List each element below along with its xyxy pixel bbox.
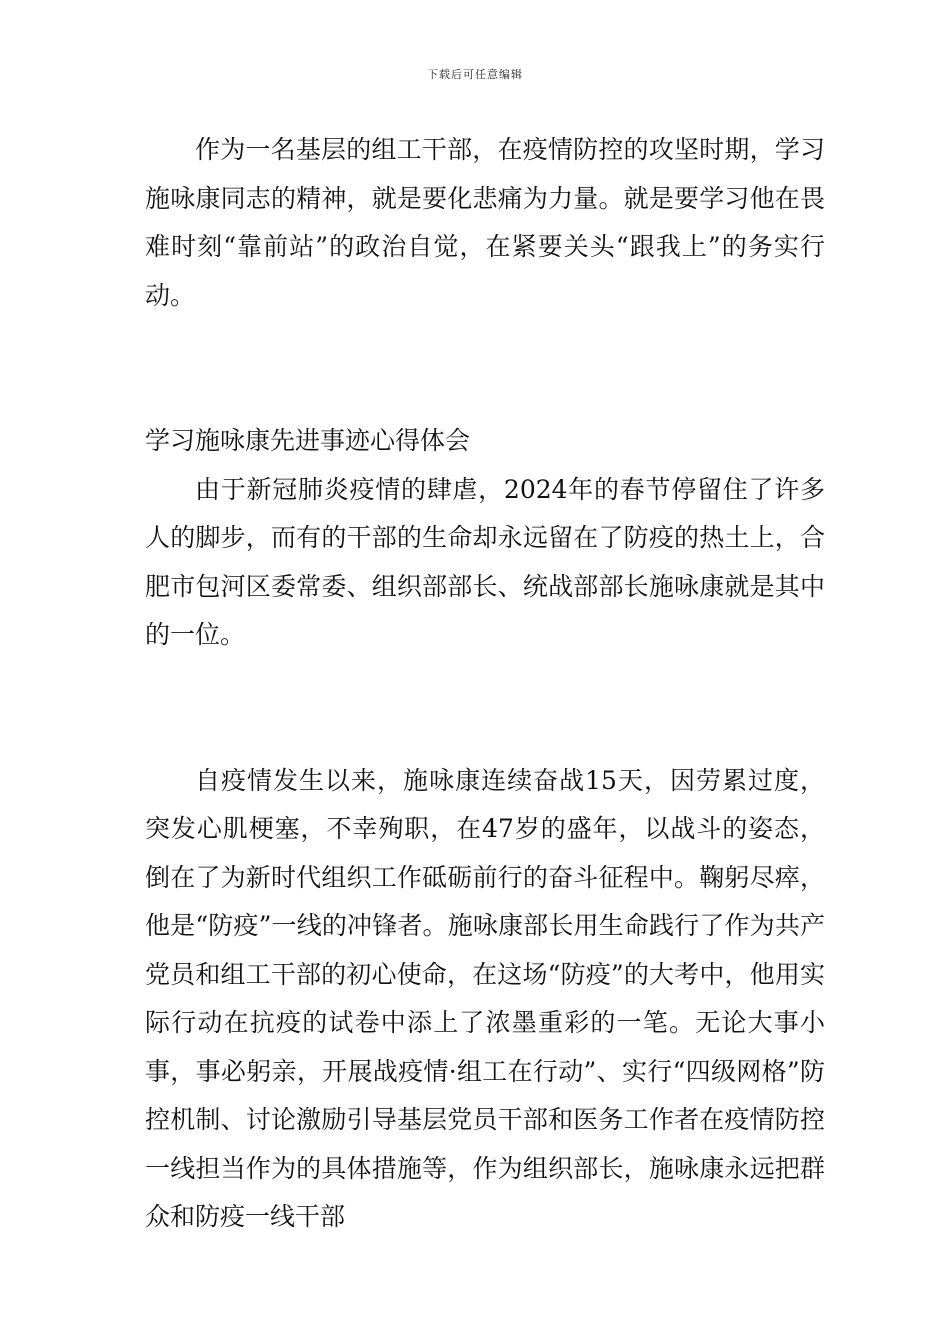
- page-header-note: 下载后可任意编辑: [427, 68, 523, 81]
- paragraph-1: 作为一名基层的组工干部，在疫情防控的攻坚时期，学习施咏康同志的精神，就是要化悲痛为力量。就是要学习他在畏难时刻“靠前站”的政治自觉，在紧要关头“跟我上”的务实行动。: [145, 135, 825, 310]
- paragraph-2: 由于新冠肺炎疫情的肆虐，2024年的春节停留住了许多人的脚步，而有的干部的生命却永远留在了防疫的热土上，合肥市包河区委常委、组织部部长、统战部部长施咏康就是其中的一位。: [145, 474, 825, 649]
- section-title: 学习施咏康先进事迹心得体会: [145, 426, 471, 455]
- paragraph-3: 自疫情发生以来，施咏康连续奋战15天，因劳累过度，突发心肌梗塞，不幸殉职，在47岁的盛年，以战斗的姿态，倒在了为新时代组织工作砥砺前行的奋斗征程中。鞠躬尽瘁，他是“防疫”一线的冲锋者。施咏康部长用生命践行了作为共产党员和组工干部的初心使命，在这场“防疫”的大考中，他用实际行动在抗疫的试卷中添上了浓墨重彩的一笔。无论大事小事，事必躬亲，开展战疫情·组工在行动”、实行“四级网格”防控机制、讨论激励引导基层党员干部和医务工作者在疫情防控一线担当作为的具体措施等，作为组织部长，施咏康永远把群众和防疫一线干部: [145, 765, 825, 1231]
- document-body: [145, 126, 825, 1242]
